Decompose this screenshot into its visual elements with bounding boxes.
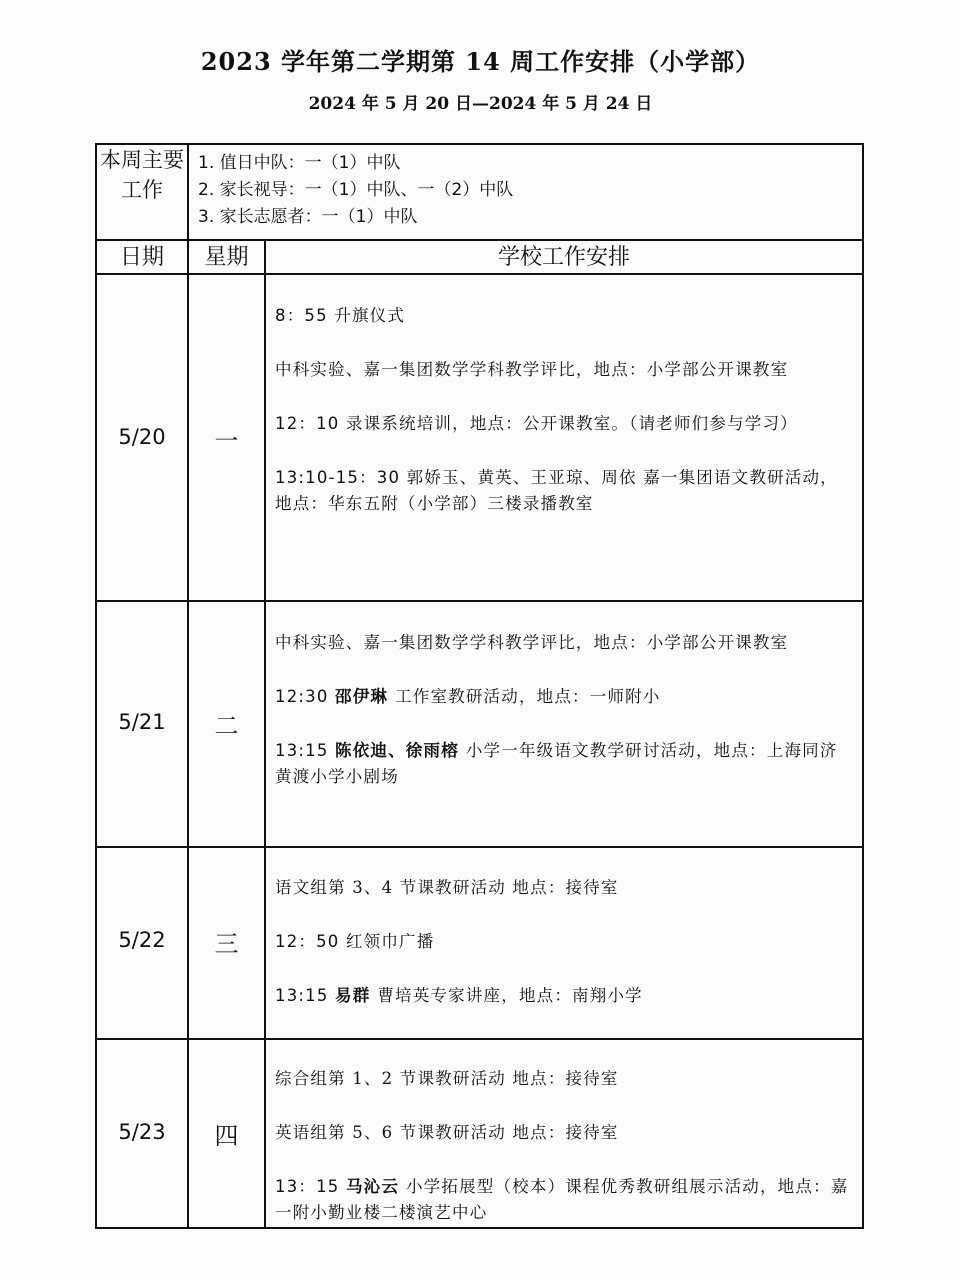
schedule-item <box>275 630 855 656</box>
item-person: 邵伊琳 <box>335 687 396 706</box>
schedule-item <box>275 1120 855 1146</box>
item-text: 小学拓展型（校本）课程优秀教研组展示活动，地点：嘉一附小勤业楼二楼演艺中心 <box>275 1177 849 1222</box>
day-date: 5/21 <box>118 710 166 734</box>
item-text: 中科实验、嘉一集团数学学科教学评比，地点：小学部公开课教室 <box>275 360 789 379</box>
item-time: 12:30 <box>275 687 335 706</box>
day-weekday: 四 <box>214 1122 239 1150</box>
day-items <box>275 1066 855 1254</box>
schedule-item <box>275 738 855 790</box>
weekly-focus-item: 3. 家长志愿者：一（1）中队 <box>198 207 418 227</box>
item-time: 13:10-15：30 <box>275 468 407 487</box>
item-text: 工作室教研活动，地点：一师附小 <box>395 687 661 706</box>
day-items <box>275 630 855 818</box>
item-text: 曹培英专家讲座，地点：南翔小学 <box>377 986 643 1005</box>
day-date: 5/22 <box>118 928 166 952</box>
item-text: 综合组第 1、2 节课教研活动 地点：接待室 <box>275 1069 619 1088</box>
schedule-item <box>275 1066 855 1092</box>
item-time: 8：55 <box>275 306 335 325</box>
schedule-item <box>275 465 855 517</box>
date-range: 2024 年 5 月 20 日—2024 年 5 月 24 日 <box>308 94 653 114</box>
header-date: 日期 <box>119 245 164 270</box>
schedule-item <box>275 1174 855 1226</box>
day-items <box>275 303 855 545</box>
item-text: 语文组第 3、4 节课教研活动 地点：接待室 <box>275 878 619 897</box>
weekly-focus-list <box>198 150 848 231</box>
item-time: 12：10 <box>275 414 346 433</box>
weekly-focus-item: 2. 家长视导：一（1）中队、一（2）中队 <box>198 180 514 200</box>
schedule-item <box>275 411 855 437</box>
schedule-item <box>275 357 855 383</box>
item-person: 陈依迪、徐雨榕 <box>335 741 466 760</box>
header-weekday: 星期 <box>204 245 249 270</box>
item-text: 小学一年级语文教学研讨活动，地点：上海同济黄渡小学小剧场 <box>275 741 838 786</box>
day-items <box>275 875 855 1037</box>
schedule-item <box>275 983 855 1009</box>
weekly-focus-item: 1. 值日中队：一（1）中队 <box>198 153 401 173</box>
item-text: 郭娇玉、黄英、王亚琼、周依 嘉一集团语文教研活动，地点：华东五附（小学部）三楼录播教室 <box>275 468 838 513</box>
schedule-item <box>275 684 855 710</box>
schedule-item <box>275 929 855 955</box>
item-time: 13:15 <box>275 741 335 760</box>
item-person: 易群 <box>335 986 378 1005</box>
schedule-item <box>275 875 855 901</box>
item-time: 13:15 <box>275 986 335 1005</box>
day-date: 5/23 <box>118 1120 166 1144</box>
item-time: 13：15 <box>275 1177 346 1196</box>
day-date: 5/20 <box>118 425 166 449</box>
day-weekday: 三 <box>214 930 239 958</box>
item-text: 红领巾广播 <box>345 932 435 951</box>
schedule-item <box>275 303 855 329</box>
item-person: 马沁云 <box>345 1177 406 1196</box>
day-weekday: 二 <box>214 712 239 740</box>
item-text: 英语组第 5、6 节课教研活动 地点：接待室 <box>275 1123 619 1142</box>
day-weekday: 一 <box>214 427 239 455</box>
header-arrangement: 学校工作安排 <box>497 245 630 270</box>
item-text: 升旗仪式 <box>334 306 406 325</box>
item-text: 中科实验、嘉一集团数学学科教学评比，地点：小学部公开课教室 <box>275 633 789 652</box>
item-text: 录课系统培训，地点：公开课教室。（请老师们参与学习） <box>345 414 798 433</box>
page-title: 2023 学年第二学期第 14 周工作安排（小学部） <box>200 47 761 76</box>
item-time: 12：50 <box>275 932 346 951</box>
weekly-focus-label: 本周主要工作 <box>100 148 184 202</box>
